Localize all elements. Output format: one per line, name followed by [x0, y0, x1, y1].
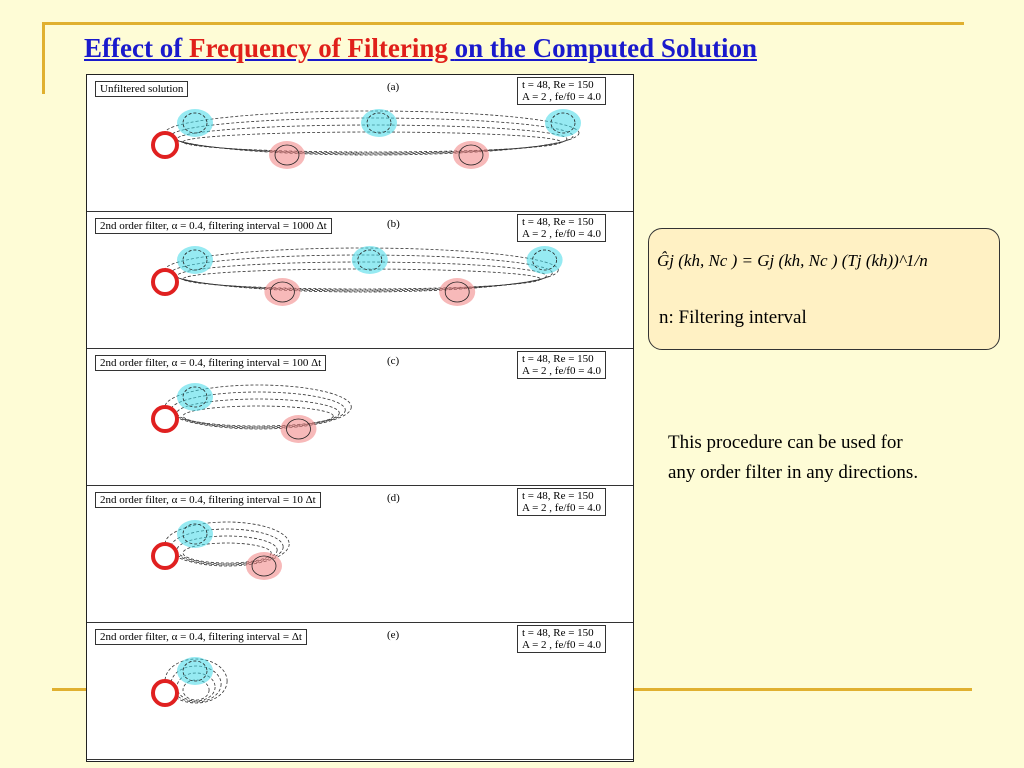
cylinder — [153, 133, 177, 157]
vorticity-figure — [86, 74, 634, 762]
panel-letter: (e) — [387, 629, 400, 641]
top-rule — [44, 22, 964, 25]
title-part1: Effect of — [84, 33, 189, 63]
equation-note: n: Filtering interval — [659, 307, 807, 328]
params-line: t = 48, Re = 150 — [522, 490, 594, 502]
figure-panel — [87, 349, 633, 486]
params-line: A = 2 , fe/f0 = 4.0 — [522, 365, 602, 377]
params-line: t = 48, Re = 150 — [522, 627, 594, 639]
panel-letter: (c) — [387, 355, 400, 367]
title-part2: on the Computed Solution — [454, 33, 757, 63]
figure-panel — [87, 75, 633, 212]
panel-label: 2nd order filter, α = 0.4, filtering interval = 1000 Δt — [95, 218, 332, 234]
panel-letter: (d) — [387, 492, 400, 504]
filter-equation: Ĝj (kh, Nc ) = Gj (kh, Nc ) (Tj (kh))^1/n — [657, 251, 928, 270]
panel-params — [517, 625, 606, 653]
panel-label: Unfiltered solution — [95, 81, 188, 97]
figure-panel — [87, 212, 633, 349]
cylinder — [153, 681, 177, 705]
params-line: t = 48, Re = 150 — [522, 79, 594, 91]
params-line: A = 2 , fe/f0 = 4.0 — [522, 639, 602, 651]
cylinder — [153, 407, 177, 431]
params-line: A = 2 , fe/f0 = 4.0 — [522, 91, 602, 103]
panel-params — [517, 77, 606, 105]
figure-panel — [87, 623, 633, 760]
panel-params — [517, 351, 606, 379]
params-line: t = 48, Re = 150 — [522, 216, 594, 228]
title-highlight: Frequency of Filtering — [188, 33, 455, 63]
panel-letter: (a) — [387, 81, 400, 93]
panel-label: 2nd order filter, α = 0.4, filtering interval = 100 Δt — [95, 355, 326, 371]
params-line: A = 2 , fe/f0 = 4.0 — [522, 228, 602, 240]
panel-params — [517, 214, 606, 242]
slide-title — [84, 34, 844, 63]
panel-label: 2nd order filter, α = 0.4, filtering interval = Δt — [95, 629, 307, 645]
panel-label: 2nd order filter, α = 0.4, filtering interval = 10 Δt — [95, 492, 321, 508]
cylinder — [153, 270, 177, 294]
left-rule — [42, 22, 45, 94]
figure-panel — [87, 486, 633, 623]
panel-letter: (b) — [387, 218, 400, 230]
body-text: This procedure can be used for any order filter in any directions. — [668, 432, 919, 483]
params-line: A = 2 , fe/f0 = 4.0 — [522, 502, 602, 514]
params-line: t = 48, Re = 150 — [522, 353, 594, 365]
equation-box — [648, 228, 1000, 350]
cylinder — [153, 544, 177, 568]
panel-params — [517, 488, 606, 516]
